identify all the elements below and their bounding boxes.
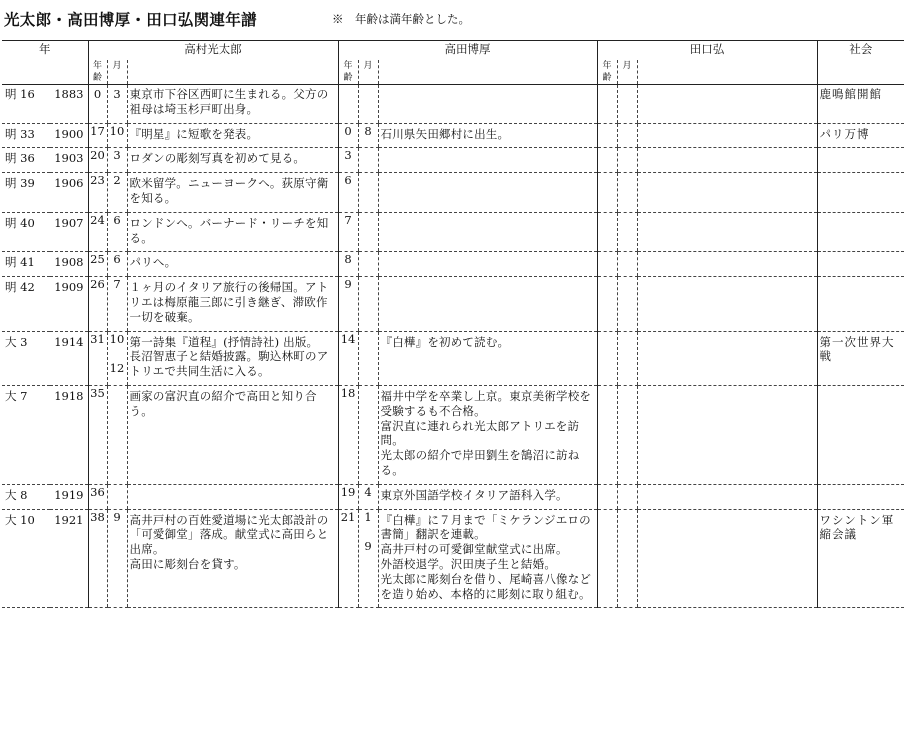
year-cell: 1883 (50, 85, 88, 124)
kotaro-event: 画家の富沢直の紹介で高田と知り合う。 (129, 388, 317, 418)
takata-event: 石川県矢田郷村に出生。 (380, 126, 510, 141)
takata-month-cell (358, 509, 378, 608)
kotaro-event-cell (127, 173, 338, 213)
year-cell: 1908 (50, 252, 88, 277)
taguchi-month-cell (617, 484, 637, 509)
taguchi-event-cell (637, 252, 817, 277)
society-cell (817, 212, 904, 252)
taguchi-age-cell (597, 252, 617, 277)
kotaro-age-cell: 17 (88, 123, 107, 148)
society-cell (817, 173, 904, 213)
takata-event-cell (378, 331, 597, 385)
year-cell: 1903 (50, 148, 88, 173)
header-kotaro-age: 年齢 (88, 60, 107, 85)
header-row (2, 41, 904, 61)
takata-month: 1 (364, 509, 372, 524)
table-row (2, 123, 904, 148)
table-row (2, 173, 904, 213)
table-row (2, 85, 904, 124)
year-cell: 1921 (50, 509, 88, 608)
takata-month (359, 524, 378, 539)
kotaro-age-cell: 24 (88, 212, 107, 252)
kotaro-month: 2 (113, 173, 121, 188)
kotaro-age-cell: 36 (88, 484, 107, 509)
taguchi-month-cell (617, 123, 637, 148)
takata-month-cell (358, 385, 378, 484)
era-cell: 大 7 (2, 385, 50, 484)
kotaro-age-cell: 20 (88, 148, 107, 173)
kotaro-age-cell: 23 (88, 173, 107, 213)
table-row (2, 148, 904, 173)
year-cell: 1914 (50, 331, 88, 385)
year-cell: 1918 (50, 385, 88, 484)
chronology-table (2, 40, 904, 608)
kotaro-age-cell: 35 (88, 385, 107, 484)
takata-month-cell (358, 252, 378, 277)
taguchi-month-cell (617, 385, 637, 484)
kotaro-event-cell (127, 148, 338, 173)
kotaro-month: 6 (113, 212, 121, 227)
kotaro-month: 3 (113, 148, 121, 163)
era-cell: 明 40 (2, 212, 50, 252)
era-cell: 明 36 (2, 148, 50, 173)
table-row (2, 277, 904, 331)
taguchi-month-cell (617, 85, 637, 124)
taguchi-age-cell (597, 385, 617, 484)
year-cell: 1907 (50, 212, 88, 252)
year-cell: 1906 (50, 173, 88, 213)
takata-month-cell (358, 331, 378, 385)
kotaro-event-cell (127, 385, 338, 484)
taguchi-age-cell (597, 277, 617, 331)
kotaro-month-cell (107, 277, 127, 331)
header-kotaro: 高村光太郎 (88, 41, 338, 61)
taguchi-month-cell (617, 331, 637, 385)
taguchi-month-cell (617, 277, 637, 331)
society-cell: パリ万博 (817, 123, 904, 148)
takata-age-cell: 21 (338, 509, 358, 608)
table-row (2, 509, 904, 608)
kotaro-month-cell (107, 385, 127, 484)
society-cell (817, 484, 904, 509)
takata-month-cell (358, 173, 378, 213)
kotaro-age-cell: 26 (88, 277, 107, 331)
kotaro-event: 欧米留学。ニューヨークへ。荻原守衛を知る。 (129, 176, 329, 205)
era-cell: 明 42 (2, 277, 50, 331)
taguchi-event-cell (637, 484, 817, 509)
header-year: 年 (2, 41, 88, 61)
header-society: 社会 (817, 41, 904, 61)
table-row (2, 385, 904, 484)
header-taguchi: 田口弘 (597, 41, 817, 61)
kotaro-age-cell: 0 (88, 85, 107, 124)
takata-event-cell (378, 212, 597, 252)
takata-event-cell (378, 385, 597, 484)
kotaro-event: 第一詩集『道程』(抒情詩社) 出版。 (129, 334, 319, 349)
kotaro-month: 3 (113, 87, 121, 101)
table-row (2, 252, 904, 277)
kotaro-event-cell (127, 212, 338, 252)
taguchi-age-cell (597, 484, 617, 509)
takata-event-cell (378, 484, 597, 509)
kotaro-month-cell (107, 509, 127, 608)
takata-event: 『白樺』に７月まで「ミケランジエロの書簡」翻訳を連載。 (380, 512, 591, 542)
takata-event: 福井中学を卒業し上京。東京美術学校を受験するも不合格。 (380, 388, 592, 418)
takata-age-cell: 14 (338, 331, 358, 385)
takata-age-cell: 9 (338, 277, 358, 331)
era-cell: 大 8 (2, 484, 50, 509)
kotaro-month: 10 (109, 331, 125, 346)
kotaro-month-cell (107, 148, 127, 173)
takata-event-cell (378, 123, 597, 148)
kotaro-event: パリへ。 (129, 255, 177, 270)
taguchi-age-cell (597, 148, 617, 173)
takata-event-cell (378, 277, 597, 331)
kotaro-age-cell: 38 (88, 509, 107, 608)
takata-age-cell: 6 (338, 173, 358, 213)
kotaro-month: 6 (113, 252, 121, 267)
kotaro-month: 7 (113, 277, 121, 292)
era-cell: 大 10 (2, 509, 50, 608)
kotaro-month-cell (107, 173, 127, 213)
kotaro-age-cell: 25 (88, 252, 107, 277)
takata-month-cell (358, 484, 378, 509)
society-cell: 鹿鳴館開館 (817, 85, 904, 124)
society-cell (817, 252, 904, 277)
society-cell (817, 385, 904, 484)
kotaro-month-cell (107, 484, 127, 509)
header-taguchi-month: 月 (617, 60, 637, 85)
takata-month: 4 (364, 484, 372, 499)
header-taguchi-age: 年齢 (597, 60, 617, 85)
era-cell: 大 3 (2, 331, 50, 385)
takata-event: 外語校退学。沢田庚子生と結婚。 (380, 556, 557, 571)
takata-age-cell: 18 (338, 385, 358, 484)
taguchi-age-cell (597, 331, 617, 385)
kotaro-event: 東京市下谷区西町に生まれる。父方の祖母は埼玉杉戸町出身。 (129, 87, 329, 116)
taguchi-event-cell (637, 148, 817, 173)
takata-age-cell: 8 (338, 252, 358, 277)
takata-event: 光太郎の紹介で岸田劉生を鵠沼に訪ねる。 (380, 448, 580, 477)
takata-event-cell (378, 148, 597, 173)
takata-event: 『白樺』を初めて読む。 (380, 334, 510, 349)
takata-event: 富沢直に連れられ光太郎アトリエを訪問。 (380, 418, 580, 448)
takata-event: 高井戸村の可愛御堂献堂式に出席。 (380, 542, 568, 557)
kotaro-event-cell (127, 277, 338, 331)
takata-age-cell: 0 (338, 123, 358, 148)
takata-month-cell (358, 212, 378, 252)
society-cell (817, 148, 904, 173)
table-row (2, 212, 904, 252)
year-cell: 1900 (50, 123, 88, 148)
takata-month: 8 (364, 123, 372, 138)
taguchi-month-cell (617, 173, 637, 213)
kotaro-month: 12 (109, 361, 125, 376)
kotaro-event: １ヶ月のイタリア旅行の後帰国。アトリエは梅原龍三郎に引き継ぎ、滞欧作一切を破棄。 (129, 280, 329, 324)
era-cell: 明 39 (2, 173, 50, 213)
header-kotaro-month: 月 (107, 60, 127, 85)
kotaro-month-cell (107, 252, 127, 277)
takata-event-cell (378, 173, 597, 213)
taguchi-event-cell (637, 212, 817, 252)
society-cell: 第一次世界大戦 (817, 331, 904, 385)
taguchi-event-cell (637, 277, 817, 331)
kotaro-month-cell (107, 85, 127, 124)
kotaro-event: ロンドンへ。バーナード・リーチを知る。 (129, 215, 329, 245)
taguchi-event-cell (637, 85, 817, 124)
kotaro-event: ロダンの彫刻写真を初めて見る。 (129, 151, 306, 166)
kotaro-month: 9 (113, 509, 121, 524)
header-takata-age: 年齢 (338, 60, 358, 85)
takata-age-cell: 7 (338, 212, 358, 252)
kotaro-event-cell (127, 85, 338, 124)
takata-event-cell (378, 252, 597, 277)
takata-age-cell: 19 (338, 484, 358, 509)
kotaro-event: 高田に彫刻台を貸す。 (129, 556, 246, 571)
era-cell: 明 16 (2, 85, 50, 124)
takata-event-cell (378, 509, 597, 608)
takata-age-cell (338, 85, 358, 124)
age-note: ※ 年齢は満年齢とした。 (332, 12, 470, 26)
kotaro-month (108, 346, 127, 361)
page-title: 光太郎・高田博厚・田口弘関連年譜 (4, 11, 257, 29)
society-cell: ワシントン軍縮会議 (817, 509, 904, 608)
taguchi-age-cell (597, 123, 617, 148)
society-cell (817, 277, 904, 331)
kotaro-event-cell (127, 123, 338, 148)
taguchi-event-cell (637, 331, 817, 385)
kotaro-event: 高井戸村の百姓愛道場に光太郎設計の「可愛御堂」落成。献堂式に高田らと出席。 (129, 512, 329, 557)
taguchi-event-cell (637, 123, 817, 148)
takata-month: 9 (364, 539, 372, 554)
era-cell: 明 41 (2, 252, 50, 277)
era-cell: 明 33 (2, 123, 50, 148)
kotaro-event-cell (127, 331, 338, 385)
kotaro-event: 長沼智恵子と結婚披露。駒込林町のアトリエで共同生活に入る。 (129, 349, 329, 379)
taguchi-age-cell (597, 85, 617, 124)
kotaro-age-cell: 31 (88, 331, 107, 385)
table-row (2, 331, 904, 385)
kotaro-month-cell (107, 123, 127, 148)
takata-month-cell (358, 148, 378, 173)
subheader-row (2, 60, 904, 85)
takata-month-cell (358, 85, 378, 124)
takata-month-cell (358, 277, 378, 331)
takata-age-cell: 3 (338, 148, 358, 173)
taguchi-month-cell (617, 252, 637, 277)
year-cell: 1919 (50, 484, 88, 509)
taguchi-month-cell (617, 212, 637, 252)
kotaro-event: 『明星』に短歌を発表。 (129, 126, 259, 141)
taguchi-event-cell (637, 385, 817, 484)
kotaro-event-cell (127, 509, 338, 608)
table-row (2, 484, 904, 509)
kotaro-event-cell (127, 484, 338, 509)
kotaro-month-cell (107, 331, 127, 385)
takata-month-cell (358, 123, 378, 148)
takata-event: 光太郎に彫刻台を借り、尾崎喜八像などを造り始め、本格的に彫刻に取り組む。 (380, 571, 592, 601)
taguchi-age-cell (597, 173, 617, 213)
takata-event: 東京外国語学校イタリア語科入学。 (380, 487, 568, 502)
taguchi-event-cell (637, 173, 817, 213)
kotaro-month-cell (107, 212, 127, 252)
taguchi-event-cell (637, 509, 817, 608)
taguchi-month-cell (617, 148, 637, 173)
taguchi-age-cell (597, 212, 617, 252)
header-takata-month: 月 (358, 60, 378, 85)
header-takata: 高田博厚 (338, 41, 597, 61)
takata-event-cell (378, 85, 597, 124)
kotaro-event-cell (127, 252, 338, 277)
taguchi-month-cell (617, 509, 637, 608)
year-cell: 1909 (50, 277, 88, 331)
taguchi-age-cell (597, 509, 617, 608)
kotaro-month: 10 (109, 123, 125, 138)
